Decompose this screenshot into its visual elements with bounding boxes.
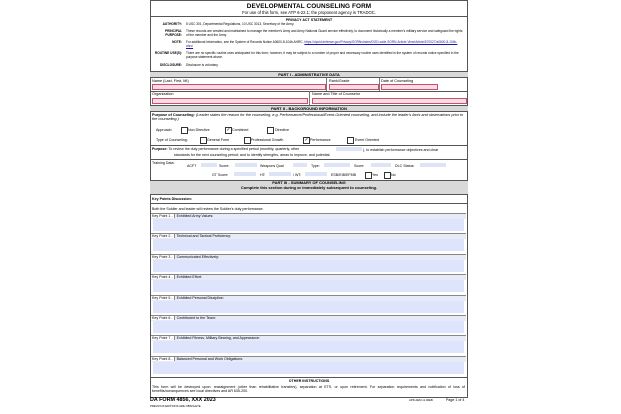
dlc-status-field[interactable] [420,163,446,167]
other-instructions-text: This form will be destroyed upon: reassignment (other than rehabilitative transfers), separation at ETS, or upon retirement. For separation requirements and notification of loss of benefits/consequences see local directives and AR 635-200. [152,385,465,394]
key-point-input[interactable] [153,260,464,272]
key-point-label: Key Point 1 - [152,214,173,218]
acft-field[interactable] [201,163,217,167]
purpose-of-counseling [152,113,466,122]
wt-field[interactable] [305,172,327,176]
key-points-label: Key Points Discussion: [152,197,192,201]
note-text-wrap [186,41,464,49]
part1-heading: PART I - ADMINISTRATIVE DATA [150,71,468,78]
date-field[interactable] [381,84,438,90]
principal-purpose-label: PRINCIPAL PURPOSE: [165,29,182,37]
purpose-of-counseling-label: Purpose of Counseling: [152,113,195,117]
approach-non-directive-checkbox[interactable] [181,127,188,134]
form-page [150,0,468,414]
type-professional-growth-checkbox[interactable] [244,137,251,144]
name-field[interactable] [152,84,326,90]
form-number: DA FORM 4856, XXX 2023 [150,397,216,403]
key-point-title: Communicated Effectively: [176,254,220,259]
key-point-label: Key Point 2 - [152,234,173,239]
form-subtitle: For use of this form, see ATP 6-22.1; the proponent agency is TRADOC. [242,10,376,15]
authority-label: AUTHORITY: [162,22,182,26]
principal-purpose-text: These records are created and maintained to manage the member's Army and Army National Guard service effectively, to document historically a member's military service and safeguard the rights of the member and the Army. [186,29,463,37]
type-of-counseling-label: Type of Counseling: [156,138,188,142]
key-point-title: Exhibited Personal Discipline: [176,295,224,300]
weapons-score-label: Score: [354,164,365,168]
divider [150,159,468,160]
key-point-title: Exhibited Fitness, Military Bearing, and Appearance: [176,336,260,341]
purpose-text-a: To review the duty performance during a specified period (monthly, quarterly, other [168,147,300,151]
divider [150,145,468,146]
key-point-label: Key Point 8 - [152,356,173,361]
form-title: DEVELOPMENTAL COUNSELING FORM [246,3,372,10]
key-point-title: Contributed to the Team: [176,316,216,320]
weapons-qual-label: Weapons Qual [260,164,284,168]
type-general-form-checkbox[interactable] [200,137,207,144]
purpose-of-counseling-instructions: (Leader states the reason for the counseling, e.g. Performance/Professional/Event-Oriented counseling, and include the leader's facts and observations prior to the counseling.) [152,113,464,122]
ht-label: HT: [260,173,266,177]
acft-score-label: Score: [219,164,230,168]
date-label: Date of Counseling [381,79,414,83]
key-point-input[interactable] [153,239,464,251]
key-point-title: Technical and Tactical Proficiency: [176,234,232,239]
apd-version: APD AEM v1.00EB [409,398,433,402]
previous-editions-note: PREVIOUS EDITIONS ARE OBSOLETE. [150,404,202,408]
type-event-oriented-label: Event Oriented [355,138,379,142]
sorn-link[interactable]: https://dpcld.defense.gov/Privacy/SORNsIndex/DOD-wide-SORN-Article-View/Article/570027/a0600-8-104b-ahrc/ [186,40,458,48]
purpose-text-b: ), to establish performance objectives and clear [363,148,439,152]
esb-yes-checkbox[interactable] [365,172,372,179]
divider [150,377,468,378]
type-professional-growth-label: Professional Growth [251,138,284,142]
key-point-label: Key Point 5 - [152,295,173,300]
counselor-label: Name and Title of Counselor [312,92,361,96]
approach-non-directive-label: Non Directive [188,128,210,132]
weapons-score-field[interactable] [371,163,391,167]
weapons-type-label: Type: [311,164,320,168]
purpose-text-c: standards for the next counseling period; and to identify strengths, areas to improve, and potential. [174,153,331,157]
type-performance-label: Performance [310,138,331,142]
type-performance-checkbox[interactable]: ✓ [304,137,309,143]
key-point-title: Balanced Personal and Work Obligations: [176,356,244,361]
rank-field[interactable] [329,84,379,90]
name-label: Name (Last, First, MI) [152,79,189,83]
divider [379,78,380,91]
key-point-label: Key Point 7 - [152,336,173,341]
key-point-input[interactable] [153,280,464,292]
counselor-field[interactable] [312,98,467,104]
purpose-label: Purpose: [152,147,168,151]
key-point-input[interactable] [153,341,464,353]
esb-no-label: No [391,173,396,177]
type-general-form-label: General Form [207,138,230,142]
training-data-label: Training Data: [152,161,175,165]
approach-label: Approach: [156,128,173,132]
divider [150,16,468,17]
type-event-oriented-checkbox[interactable] [347,137,354,144]
part3-heading: PART III - SUMMARY OF COUNSELING [272,180,346,185]
esb-label: ESB/EIB/EFMB [331,173,356,177]
weapons-type-field[interactable] [324,163,350,167]
acft-label: ACFT [187,164,197,168]
purpose-other-field[interactable] [336,147,362,151]
organization-field[interactable] [152,98,308,104]
rank-label: Rank/Grade [329,79,350,83]
esb-no-checkbox[interactable] [384,172,391,179]
divider [309,91,310,105]
key-point-input[interactable] [153,362,464,374]
ht-field[interactable] [269,172,291,176]
approach-combined-label: Combined [232,128,249,132]
wt-label: / WT: [293,173,302,177]
routine-uses-label: ROUTINE USE(S): [154,51,182,55]
other-instructions-heading: OTHER INSTRUCTIONS [288,379,330,383]
key-point-input[interactable] [153,219,464,231]
gt-score-field[interactable] [234,172,256,176]
key-points-intro: Both the Soldier and leader will review the Soldier's duty performance. [152,207,264,211]
disclosure-text: Disclosure is voluntary. [186,63,219,67]
part3-heading-band [150,180,468,195]
key-point-label: Key Point 3 - [152,254,173,259]
key-point-input[interactable] [153,321,464,333]
disclosure-label: DISCLOSURE: [160,63,182,67]
approach-directive-label: Directive [275,128,289,132]
gt-score-label: GT Score: [212,173,229,177]
organization-label: Organization [152,92,174,96]
routine-uses-text: There are no specific routine uses anticipated for this form; however, it may be subject to a number of proper and necessary routine uses identified in the system of records notice specified in the purpose statement above. [186,51,459,59]
key-point-title: Exhibited Effort: [176,275,202,280]
key-point-label: Key Point 6 - [152,316,173,320]
authority-text: 5 USC 301, Departmental Regulations, 10 USC 3013, Secretary of the Army. [186,22,295,26]
weapons-qual-field[interactable] [293,163,307,167]
page-number: Page 1 of 4 [446,398,465,402]
divider [326,78,327,91]
part2-heading: PART II - BACKGROUND INFORMATION [150,105,468,112]
note-text: For additional information, see the System of Records Notice A0600-8-104b AHRC, [186,40,304,44]
key-point-title: Exhibited Army Values: [176,214,214,218]
divider [150,203,468,204]
esb-yes-label: Yes [372,173,378,177]
key-point-label: Key Point 4 - [152,275,173,280]
approach-directive-checkbox[interactable] [267,127,274,134]
approach-combined-checkbox[interactable]: ✓ [226,127,231,133]
key-point-input[interactable] [153,301,464,313]
part3-subheading: Complete this section during or immediately subsequent to counseling. [240,184,378,190]
acft-score-field[interactable] [235,163,257,167]
dlc-status-label: DLC Status: [395,164,415,168]
privacy-act-heading: PRIVACY ACT STATEMENT [285,18,333,22]
note-label: NOTE: [172,40,182,44]
